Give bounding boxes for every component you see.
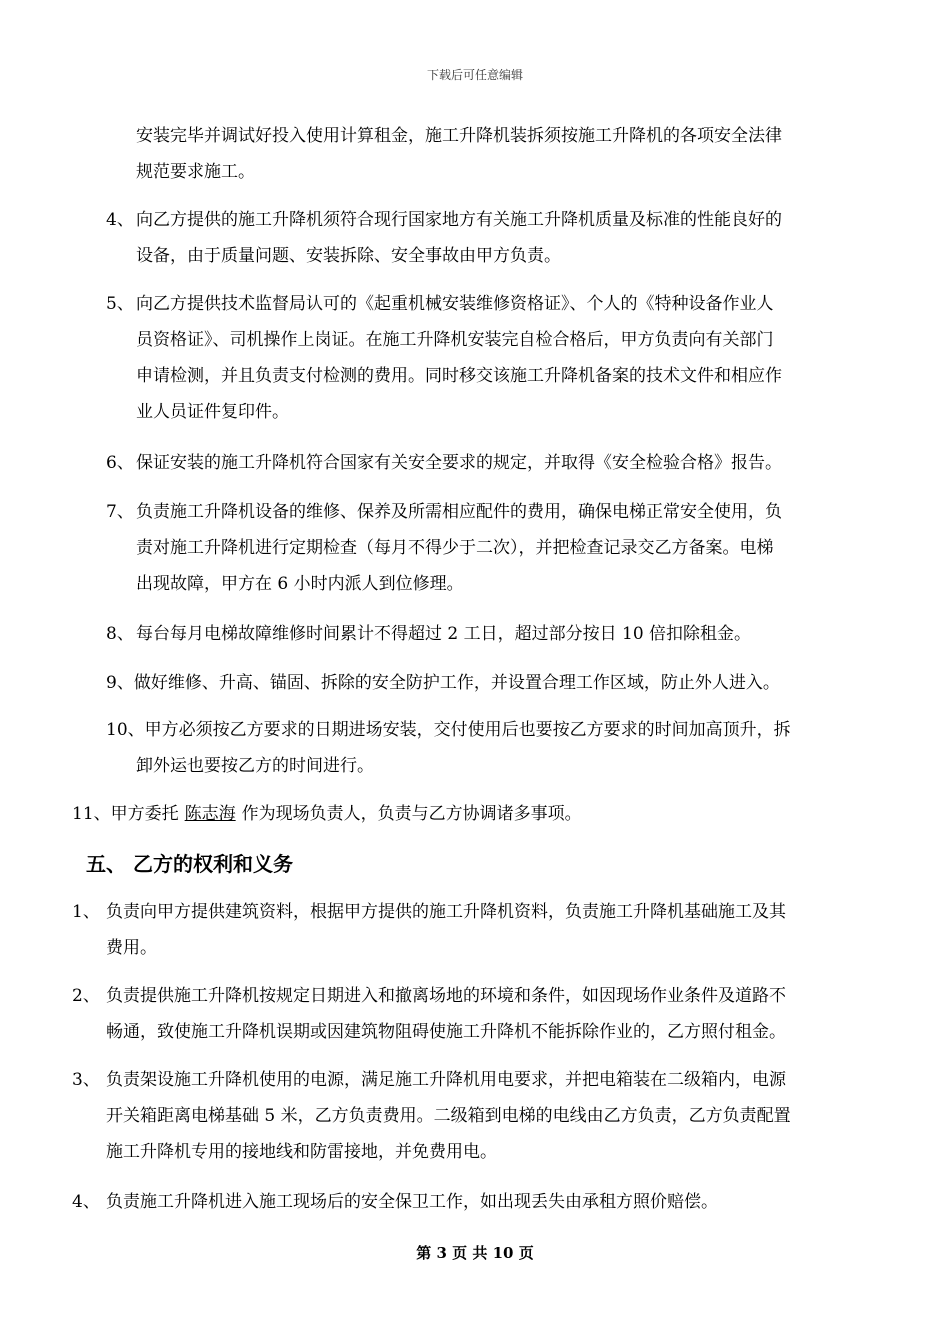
item-number: 8、 bbox=[106, 624, 134, 644]
text-line: 畅通，致使施工升降机误期或因建筑物阻碍使施工升降机不能拆除作业的，乙方照付租金。 bbox=[106, 1022, 786, 1042]
item-number: 2、 bbox=[72, 986, 100, 1006]
list-item-8 bbox=[106, 616, 751, 652]
list-item-3 bbox=[72, 1062, 791, 1170]
text-line: 负责向甲方提供建筑资料，根据甲方提供的施工升降机资料，负责施工升降机基础施工及其 bbox=[106, 902, 786, 922]
list-item-2 bbox=[72, 978, 786, 1050]
item-number: 7、 bbox=[106, 502, 134, 522]
item-number: 11、 bbox=[72, 804, 111, 824]
text-line: 负责架设施工升降机使用的电源，满足施工升降机用电要求，并把电箱装在二级箱内，电源 bbox=[106, 1070, 786, 1090]
text-line: 开关箱距离电梯基础 5 米，乙方负责费用。二级箱到电梯的电线由乙方负责，乙方负责配置 bbox=[106, 1106, 791, 1126]
item-number: 4、 bbox=[72, 1192, 100, 1212]
text-segment: 作为现场负责人，负责与乙方协调诸多事项。 bbox=[241, 804, 582, 824]
page-header: 下载后可任意编辑 bbox=[426, 68, 523, 82]
text-line: 费用。 bbox=[106, 938, 157, 958]
text-line: 施工升降机专用的接地线和防雷接地，并免费用电。 bbox=[106, 1142, 497, 1162]
list-item-10 bbox=[106, 712, 791, 784]
text-line: 向乙方提供的施工升降机须符合现行国家地方有关施工升降机质量及标准的性能良好的 bbox=[136, 210, 782, 230]
text-line: 负责施工升降机进入施工现场后的安全保卫工作，如出现丢失由承租方照价赔偿。 bbox=[106, 1192, 718, 1212]
paragraph-continuation bbox=[136, 118, 782, 190]
responsible-person-name: 陈志海 bbox=[184, 804, 236, 824]
item-number: 1、 bbox=[72, 902, 100, 922]
text-line: 每台每月电梯故障维修时间累计不得超过 2 工日，超过部分按日 10 倍扣除租金。 bbox=[136, 624, 752, 644]
text-line: 甲方必须按乙方要求的日期进场安装，交付使用后也要按乙方要求的时间加高顶升，拆 bbox=[144, 720, 791, 740]
list-item-6 bbox=[106, 445, 782, 481]
item-number: 6、 bbox=[106, 453, 134, 473]
text-line: 员资格证》、司机操作上岗证。在施工升降机安装完自检合格后，甲方负责向有关部门 bbox=[136, 330, 774, 350]
text-line: 保证安装的施工升降机符合国家有关安全要求的规定，并取得《安全检验合格》报告。 bbox=[136, 453, 782, 473]
item-number: 9、 bbox=[106, 673, 134, 693]
list-item-9 bbox=[106, 665, 780, 701]
list-item-11 bbox=[72, 796, 582, 832]
list-item-7 bbox=[106, 494, 782, 602]
text-line: 规范要求施工。 bbox=[136, 162, 255, 182]
text-line: 业人员证件复印件。 bbox=[136, 402, 289, 422]
text-line: 做好维修、升高、锚固、拆除的安全防护工作，并设置合理工作区域，防止外人进入。 bbox=[133, 673, 780, 693]
section-heading: 五、 乙方的权利和义务 bbox=[86, 852, 293, 876]
item-number: 5、 bbox=[106, 294, 134, 314]
text-line: 设备，由于质量问题、安装拆除、安全事故由甲方负责。 bbox=[136, 246, 561, 266]
text-segment: 甲方委托 bbox=[110, 804, 179, 824]
item-number: 4、 bbox=[106, 210, 134, 230]
text-line: 申请检测，并且负责支付检测的费用。同时移交该施工升降机备案的技术文件和相应作 bbox=[136, 366, 782, 386]
text-line: 负责提供施工升降机按规定日期进入和撤离场地的环境和条件，如因现场作业条件及道路不 bbox=[106, 986, 786, 1006]
item-number: 3、 bbox=[72, 1070, 100, 1090]
text-line: 向乙方提供技术监督局认可的《起重机械安装维修资格证》、个人的《特种设备作业人 bbox=[136, 294, 774, 314]
text-line: 负责施工升降机设备的维修、保养及所需相应配件的费用，确保电梯正常安全使用，负 bbox=[136, 502, 782, 522]
page-footer: 第 3 页 共 10 页 bbox=[416, 1244, 534, 1262]
list-item-1 bbox=[72, 894, 786, 966]
text-line: 出现故障，甲方在 6 小时内派人到位修理。 bbox=[136, 574, 464, 594]
list-item-5 bbox=[106, 286, 782, 430]
text-line: 安装完毕并调试好投入使用计算租金，施工升降机装拆须按施工升降机的各项安全法律 bbox=[136, 126, 782, 146]
list-item-4 bbox=[72, 1184, 718, 1220]
list-item-4 bbox=[106, 202, 782, 274]
text-line: 责对施工升降机进行定期检查（每月不得少于二次），并把检查记录交乙方备案。电梯 bbox=[136, 538, 774, 558]
text-line: 卸外运也要按乙方的时间进行。 bbox=[136, 756, 374, 776]
item-number: 10、 bbox=[106, 720, 145, 740]
